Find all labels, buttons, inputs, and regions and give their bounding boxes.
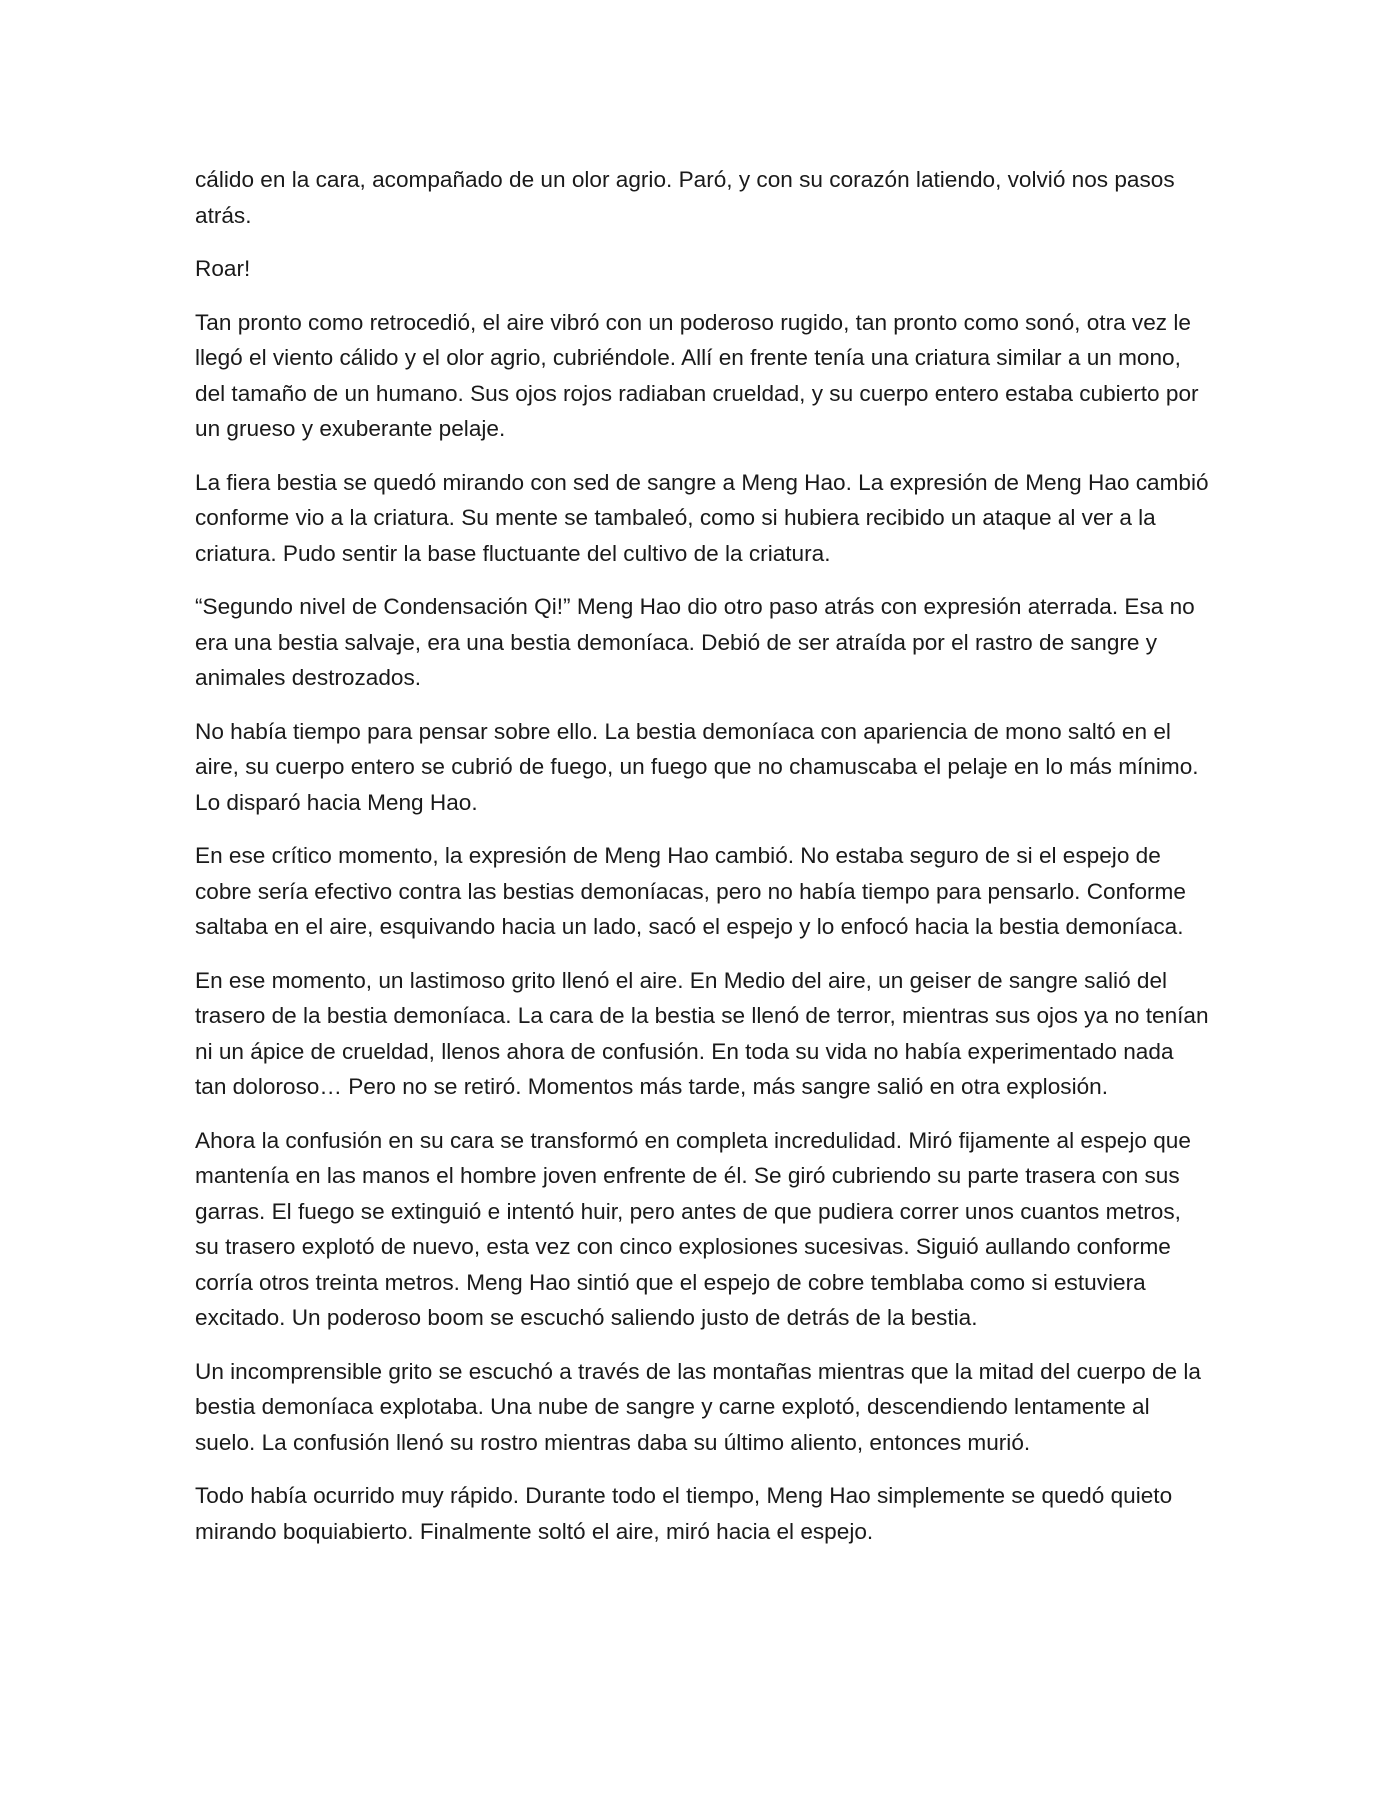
paragraph: Todo había ocurrido muy rápido. Durante todo el tiempo, Meng Hao simplemente se quedó quieto mirando boquiabierto. Finalmente soltó el aire, miró hacia el espejo.	[195, 1483, 1173, 1544]
paragraph: cálido en la cara, acompañado de un olor agrio. Paró, y con su corazón latiendo, volvió nos pasos atrás.	[195, 167, 1175, 228]
paragraph: Un incomprensible grito se escuchó a través de las montañas mientras que la mitad del cuerpo de la bestia demoníaca explotaba. Una nube de sangre y carne explotó, descendiendo lentamente al suelo. La confusión llenó su rostro mientras daba su último aliento, entonces murió.	[195, 1358, 1201, 1455]
paragraph: No había tiempo para pensar sobre ello. La bestia demoníaca con apariencia de mono saltó en el aire, su cuerpo entero se cubrió de fuego, un fuego que no chamuscaba el pelaje en lo más mínimo. Lo disparó hacia Meng Hao.	[195, 718, 1199, 815]
document-body	[195, 162, 1210, 1567]
paragraph: Roar!	[195, 256, 251, 281]
paragraph: Ahora la confusión en su cara se transformó en completa incredulidad. Miró fijamente al espejo que mantenía en las manos el hombre joven enfrente de él. Se giró cubriendo su parte trasera con sus garras. El fuego se extinguió e intentó huir, pero antes de que pudiera correr unos cuantos metros, su trasero explotó de nuevo, esta vez con cinco explosiones sucesivas. Siguió aullando conforme corría otros treinta metros. Meng Hao sintió que el espejo de cobre temblaba como si estuviera excitado. Un poderoso boom se escuchó saliendo justo de detrás de la bestia.	[195, 1127, 1191, 1330]
paragraph: Tan pronto como retrocedió, el aire vibró con un poderoso rugido, tan pronto como sonó, otra vez le llegó el viento cálido y el olor agrio, cubriéndole. Allí en frente tenía una criatura similar a un mono, del tamaño de un humano. Sus ojos rojos radiaban crueldad, y su cuerpo entero estaba cubierto por un grueso y exuberante pelaje.	[195, 309, 1199, 441]
paragraph: En ese crítico momento, la expresión de Meng Hao cambió. No estaba seguro de si el espejo de cobre sería efectivo contra las bestias demoníacas, pero no había tiempo para pensarlo. Conforme saltaba en el aire, esquivando hacia un lado, sacó el espejo y lo enfocó hacia la bestia demoníaca.	[195, 843, 1186, 939]
paragraph: “Segundo nivel de Condensación Qi!” Meng Hao dio otro paso atrás con expresión aterrada. Esa no era una bestia salvaje, era una bestia demoníaca. Debió de ser atraída por el rastro de sangre y animales destrozados.	[195, 594, 1195, 690]
paragraph: La fiera bestia se quedó mirando con sed de sangre a Meng Hao. La expresión de Meng Hao cambió conforme vio a la criatura. Su mente se tambaleó, como si hubiera recibido un ataque al ver a la criatura. Pudo sentir la base fluctuante del cultivo de la criatura.	[195, 469, 1209, 566]
paragraph: En ese momento, un lastimoso grito llenó el aire. En Medio del aire, un geiser de sangre salió del trasero de la bestia demoníaca. La cara de la bestia se llenó de terror, mientras sus ojos ya no tenían ni un ápice de crueldad, llenos ahora de confusión. En toda su vida no había experimentado nada tan doloroso… Pero no se retiró. Momentos más tarde, más sangre salió en otra explosión.	[195, 967, 1209, 1099]
